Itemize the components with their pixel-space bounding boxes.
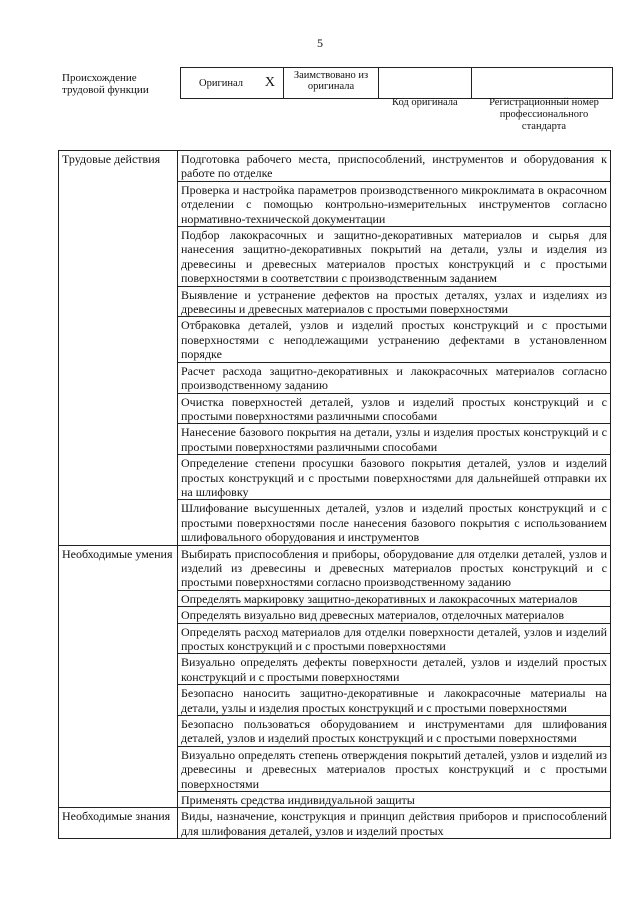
section-item: Расчет расхода защитно-декоративных и лакокрасочных материалов согласно производственному заданию — [178, 362, 611, 393]
section-item: Подготовка рабочего места, приспособлений, инструментов и оборудования к работе по отделке — [178, 151, 611, 182]
section-item: Очистка поверхностей деталей, узлов и изделий простых конструкций и с простыми поверхностями различными способами — [178, 393, 611, 424]
original-label: Оригинал — [199, 77, 243, 89]
section-item: Определять маркировку защитно-декоративных и лакокрасочных материалов — [178, 590, 611, 606]
original-cell — [181, 68, 284, 98]
code-caption: Код оригинала — [392, 97, 458, 108]
origin-table — [180, 67, 613, 99]
section-label: Трудовые действия — [59, 151, 178, 546]
section-item: Отбраковка деталей, узлов и изделий простых конструкций и с простыми поверхностями с неподлежащими устранению дефектами в установленном порядке — [178, 317, 611, 362]
section-item: Виды, назначение, конструкция и принцип действия приборов и приспособлений для шлифования деталей, узлов и изделий простых — [178, 808, 611, 839]
section-item: Применять средства индивидуальной защиты — [178, 792, 611, 808]
section-item: Проверка и настройка параметров производственного микроклимата в окрасочном отделении с помощью контрольно-измерительных инструментов согласно нормативно-технической документации — [178, 181, 611, 226]
section-item: Определение степени просушки базового покрытия деталей, узлов и изделий простых конструкций и с простыми поверхностями для дальнейшей отправки их на шлифовку — [178, 455, 611, 500]
original-code-cell — [379, 68, 472, 98]
section-label: Необходимые знания — [59, 808, 178, 839]
table-row — [59, 545, 611, 590]
section-item: Определять визуально вид древесных материалов, отделочных материалов — [178, 607, 611, 623]
section-item: Выбирать приспособления и приборы, оборудование для отделки деталей, узлов и изделий из древесины и древесных материалов простых конструкций и с простыми поверхностями согласно производственному заданию — [178, 545, 611, 590]
functions-table — [58, 150, 611, 839]
page-number: 5 — [317, 36, 323, 50]
reg-caption: Регистрационный номер профессионального стандарта — [489, 97, 599, 132]
section-item: Безопасно пользоваться оборудованием и инструментами для шлифования деталей, узлов и изделий простых конструкций и с простыми поверхностями — [178, 716, 611, 747]
table-body — [59, 151, 611, 839]
section-label: Необходимые умения — [59, 545, 178, 808]
original-mark: X — [264, 75, 275, 90]
section-item: Выявление и устранение дефектов на простых деталях, узлах и изделиях из древесины и древесных материалов с простыми поверхностями — [178, 286, 611, 317]
section-item: Нанесение базового покрытия на детали, узлы и изделия простых конструкций и с простыми поверхностями различными способами — [178, 424, 611, 455]
borrowed-label: Заимствовано из оригинала — [284, 68, 379, 98]
section-item: Визуально определять дефекты поверхности деталей, узлов и изделий простых конструкций и с простыми поверхностями — [178, 654, 611, 685]
section-item: Определять расход материалов для отделки поверхности деталей, узлов и изделий простых конструкций и с простыми поверхностями — [178, 623, 611, 654]
section-item: Визуально определять степень отверждения покрытий деталей, узлов и изделий из древесины и древесных материалов простых конструкций и с простыми поверхностями — [178, 746, 611, 791]
origin-label: Происхождение трудовой функции — [62, 72, 149, 96]
table-row — [59, 808, 611, 839]
registration-number-cell — [472, 68, 612, 98]
section-item: Шлифование высушенных деталей, узлов и изделий простых конструкций и с простыми поверхностями после нанесения базового покрытия с использованием шлифовального оборудования и инструментов — [178, 500, 611, 545]
table-row — [59, 151, 611, 182]
section-item: Подбор лакокрасочных и защитно-декоративных материалов и сырья для нанесения защитно-декоративных покрытий на детали, узлы и изделия из древесины и древесных материалов простых конструкций и с простыми поверхностями в соответствии с производственным заданием — [178, 227, 611, 287]
section-item: Безопасно наносить защитно-декоративные и лакокрасочные материалы на детали, узлы и изделия простых конструкций и с простыми поверхностями — [178, 685, 611, 716]
